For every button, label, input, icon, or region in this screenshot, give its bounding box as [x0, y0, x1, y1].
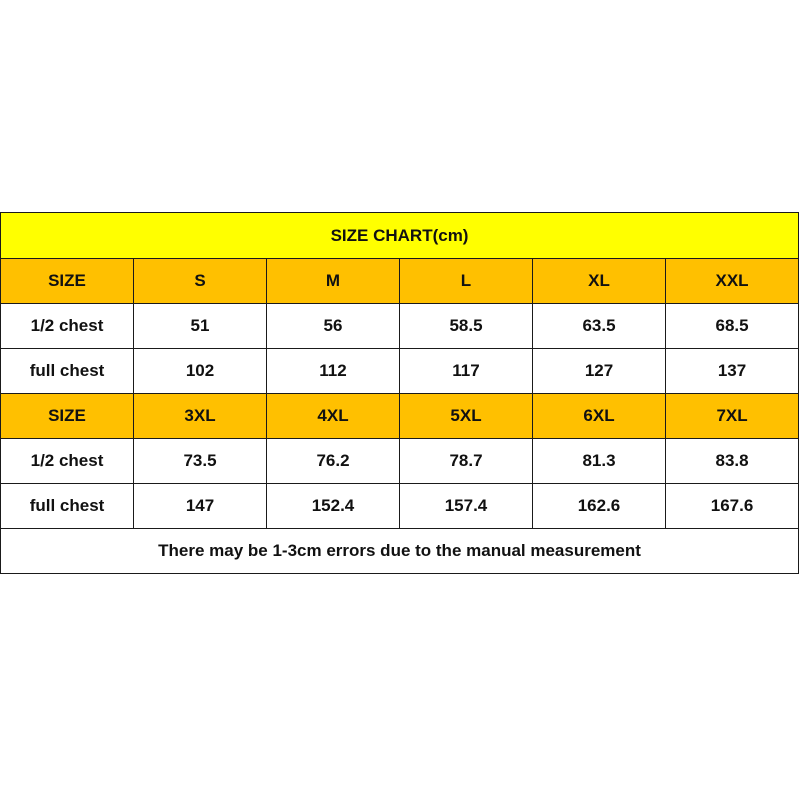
measurement-value-cell: 73.5 [134, 439, 267, 484]
measurement-value-cell: 112 [267, 349, 400, 394]
measurement-value-cell: 78.7 [400, 439, 533, 484]
measurement-value-cell: 167.6 [666, 484, 799, 529]
measurement-value-cell: 117 [400, 349, 533, 394]
measurement-value-cell: 81.3 [533, 439, 666, 484]
measurement-value-cell: 157.4 [400, 484, 533, 529]
measurement-note: There may be 1-3cm errors due to the manual measurement [1, 529, 799, 574]
measurement-label-cell: full chest [1, 349, 134, 394]
measurement-value-cell: 76.2 [267, 439, 400, 484]
measurement-label-cell: 1/2 chest [1, 439, 134, 484]
size-label-cell: SIZE [1, 259, 134, 304]
size-chart-table [0, 212, 799, 574]
measurement-value-cell: 162.6 [533, 484, 666, 529]
size-chart-title: SIZE CHART(cm) [1, 213, 799, 259]
measurement-label-cell: 1/2 chest [1, 304, 134, 349]
size-header-row [1, 394, 799, 439]
size-chart-body [1, 213, 799, 574]
size-name-cell: L [400, 259, 533, 304]
size-name-cell: M [267, 259, 400, 304]
measurement-value-cell: 56 [267, 304, 400, 349]
measurement-value-cell: 137 [666, 349, 799, 394]
measurement-value-cell: 51 [134, 304, 267, 349]
measurement-value-cell: 127 [533, 349, 666, 394]
note-row [1, 529, 799, 574]
measurement-value-cell: 102 [134, 349, 267, 394]
measurement-value-cell: 83.8 [666, 439, 799, 484]
size-name-cell: 4XL [267, 394, 400, 439]
measurement-value-cell: 63.5 [533, 304, 666, 349]
size-name-cell: 3XL [134, 394, 267, 439]
size-name-cell: 5XL [400, 394, 533, 439]
measurement-value-cell: 147 [134, 484, 267, 529]
measurement-row [1, 349, 799, 394]
measurement-row [1, 484, 799, 529]
measurement-row [1, 439, 799, 484]
size-name-cell: 6XL [533, 394, 666, 439]
size-name-cell: 7XL [666, 394, 799, 439]
measurement-label-cell: full chest [1, 484, 134, 529]
size-name-cell: XXL [666, 259, 799, 304]
measurement-value-cell: 152.4 [267, 484, 400, 529]
size-label-cell: SIZE [1, 394, 134, 439]
size-header-row [1, 259, 799, 304]
measurement-value-cell: 58.5 [400, 304, 533, 349]
measurement-row [1, 304, 799, 349]
measurement-value-cell: 68.5 [666, 304, 799, 349]
title-row [1, 213, 799, 259]
size-name-cell: S [134, 259, 267, 304]
size-name-cell: XL [533, 259, 666, 304]
